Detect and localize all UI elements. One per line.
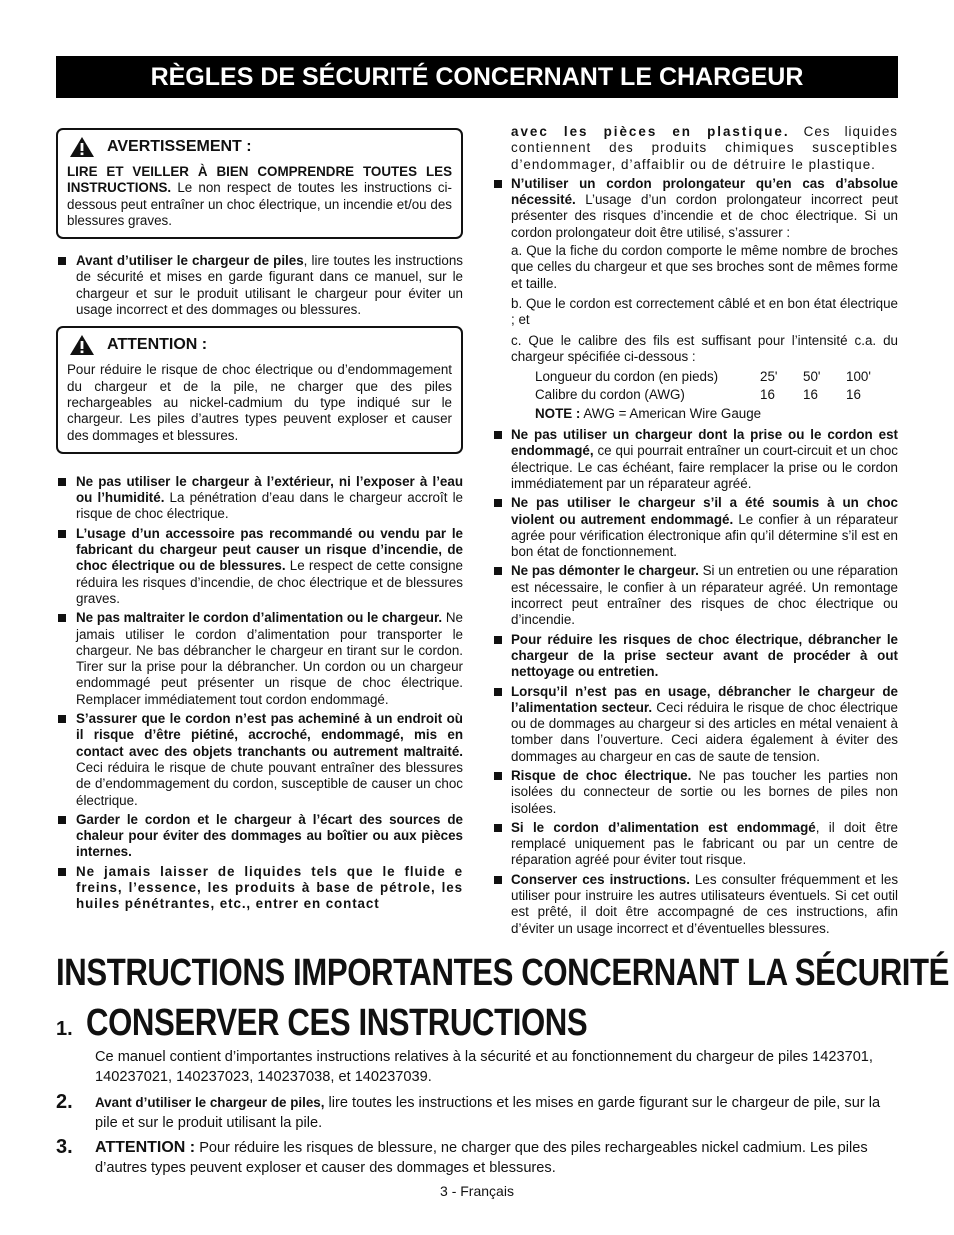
paragraph-3: ATTENTION : Pour réduire les risques de blessure, ne charger que des piles rechargeables nickel cadmium. Les piles d’autres types peuvent exploser et causer des dommages et blessures. xyxy=(95,1139,868,1176)
warning-heading xyxy=(69,136,452,158)
list-item-continued: avec les pièces en plastique. Ces liquides contiennent des produits chimiques susceptibles d’endommager, d’affaiblir ou de détruire le plastique. xyxy=(511,124,898,172)
left-column xyxy=(56,124,463,916)
list-item: Lorsqu’il n’est pas en usage, débrancher le chargeur de l’alimentation secteur. Ceci réduira le risque de choc électrique ou de dommages au chargeur si des articles en métal venaient à tomber dans l’ouverture. Ceci aidera également à éviter des dommages au chargeur en cas de saute de tension. xyxy=(492,684,898,765)
table-note: NOTE : AWG = American Wire Gauge xyxy=(535,405,762,421)
right-column xyxy=(492,124,898,940)
warning-triangle-icon xyxy=(69,334,95,356)
list-item: Conserver ces instructions. Les consulter fréquemment et les utiliser pour instruire les autres utilisateurs éventuels. Si cet outil est prêté, il doit être accompagné de ces instructions, afin d’éviter un usage incorrect et d’éventuelles blessures. xyxy=(492,872,898,937)
table-row: Calibre du cordon (AWG) 16 16 16 xyxy=(535,387,861,403)
list-item: Ne pas utiliser le chargeur s’il a été soumis à un choc violent ou autrement endommagé. Le confier à un réparateur agrée pour vérification électronique afin qu’il détermine s’il est en bon état de fonctionnement. xyxy=(492,495,898,560)
warning-triangle-icon xyxy=(69,136,95,158)
list-item: Pour réduire les risques de choc électrique, débrancher le chargeur de la prise secteur avant de procéder à out nettoyage ou entretien. xyxy=(492,632,898,681)
paragraph-2: Avant d’utiliser le chargeur de piles, lire toutes les instructions et les mises en garde figurant sur le chargeur de pile, sur la pile et sur le produit utilisant la pile. xyxy=(95,1095,881,1131)
item-number-3: 3. xyxy=(56,1136,73,1158)
list-item: Avant d’utiliser le chargeur de piles, lire toutes les instructions de sécurité et mises en garde figurant dans ce manuel, sur le chargeur et sur le produit utilisant le chargeur pour éviter un usage incorrect et des dommages ou blessures. xyxy=(56,253,463,318)
list-item: Risque de choc électrique. Ne pas toucher les parties non isolées du connecteur de sortie ou les bornes de piles non isolées. xyxy=(492,768,898,817)
attention-heading xyxy=(69,334,452,356)
warning-text: LIRE ET VEILLER À BIEN COMPRENDRE TOUTES LES INSTRUCTIONS. Le non respect de toutes les instructions ci-dessous peut entraîner un choc électrique, un incendie et/ou des blessures graves. xyxy=(67,164,452,228)
item-number-2: 2. xyxy=(56,1091,73,1113)
sub-item-b: b. Que le cordon est correctement câblé et en bon état électrique ; et xyxy=(511,295,898,328)
cord-gauge-table xyxy=(535,369,871,424)
list-item: Ne pas démonter le chargeur. Si un entretien ou une réparation est nécessaire, le confier à un réparateur agréé. Un remontage incorrect peut entraîner des risques de choc électrique ou d’incendie. xyxy=(492,563,898,628)
important-instructions-heading: INSTRUCTIONS IMPORTANTES CONCERNANT LA SÉCURITÉ xyxy=(56,952,950,994)
list-item: S’assurer que le cordon n’est pas acheminé à un endroit où il risque d’être piétiné, accroché, endommagé, mis en contact avec des objets tranchants ou autrement maltraité. Ceci réduira le risque de chute pouvant entraîner des blessures de d’endommagement du cordon, susceptible de causer un choc électrique. xyxy=(56,711,463,809)
sub-item-c: c. Que le calibre des fils est suffisant pour l’intensité c.a. du chargeur spécifiée ci-dessous : xyxy=(511,332,898,364)
list-item: Ne pas maltraiter le cordon d’alimentation ou le chargeur. Ne jamais utiliser le cordon d’alimentation pour transporter le chargeur. Ne bas débrancher le chargeur en tirant sur le cordon. Tirer sur la prise pour la débrancher. Un cordon ou un chargeur endommagé peut présenter un risque de choc électrique. Remplacer immédiatement tout cordon endommagé. xyxy=(56,610,463,708)
list-item: Ne pas utiliser le chargeur à l’extérieur, ni l’exposer à l’eau ou l’humidité. La pénétration d’eau dans le chargeur accroît le risque de choc électrique. xyxy=(56,474,463,523)
list-item: Ne jamais laisser de liquides tels que le fluide e freins, l’essence, les produits à base de pétrole, les huiles pénétrantes, etc., entrer en contact xyxy=(56,864,463,913)
attention-heading-text: ATTENTION : xyxy=(107,336,208,354)
page-footer: 3 - Français xyxy=(440,1183,514,1199)
attention-text: Pour réduire le risque de choc électrique ou d’endommagement du chargeur et de la pile, ne charger que des piles rechargeables au nickel-cadmium du type indiqué sur le chargeur. Les piles d’autres types peuvent exploser et causer des dommages et blessures. xyxy=(67,362,452,443)
list-item: Garder le cordon et le chargeur à l’écart des sources de chaleur pour éviter des dommages au boîtier ou aux pièces internes. xyxy=(56,812,463,861)
attention-box xyxy=(56,326,463,453)
list-item: N’utiliser un cordon prolongateur qu’en cas d’absolue nécessité. L’usage d’un cordon prolongateur incorrect peut présenter des risques d’incendie et de choc électrique. Si un cordon prolongateur doit être utilisé, s’assurer : a. Que la fiche du cordon comporte le même nombre de broches que celles du chargeur et que ses broches sont de mêmes forme et taille. b. Que le cordon est correctement câblé et en bon état électrique ; et c. Que le calibre des fils est suffisant pour l’intensité c.a. du chargeur spécifiée ci-dessous : Longueur du cordon (en pieds) 25' 50' 100' Calibre du cordon (AWG) 16 16 16 NOTE : AWG = American Wire Gauge xyxy=(492,176,898,424)
paragraph-1: Ce manuel contient d’importantes instructions relatives à la sécurité et au fonctionnement du chargeur de piles 1423701, 140237021, 140237023, 140237038, et 140237039. xyxy=(95,1049,873,1085)
warning-box xyxy=(56,128,463,239)
warning-heading-text: AVERTISSEMENT : xyxy=(107,137,252,155)
list-item: Ne pas utiliser un chargeur dont la prise ou le cordon est endommagé, ce qui pourrait entraîner un court-circuit et un choc électrique. Le cas échéant, faire remplacer la prise ou le cordon immédiatement par un réparateur agréé. xyxy=(492,427,898,492)
table-row: Longueur du cordon (en pieds) 25' 50' 100' xyxy=(535,369,871,385)
item-number-1: 1. xyxy=(56,1018,73,1040)
list-item: L’usage d’un accessoire pas recommandé ou vendu par le fabricant du chargeur peut causer un risque d’incendie, de choc électrique ou de blessures. Le respect de cette consigne réduira les risques d’incendie, de choc électrique et de blessures graves. xyxy=(56,526,463,607)
list-item: Si le cordon d’alimentation est endommagé, il doit être remplacé uniquement pas le fabricant ou par un centre de réparation agréé pour éviter tout risque. xyxy=(492,820,898,869)
keep-instructions-heading: CONSERVER CES INSTRUCTIONS xyxy=(86,1002,588,1044)
sub-item-a: a. Que la fiche du cordon comporte le même nombre de broches que celles du chargeur et que ses broches sont de mêmes forme et taille. xyxy=(511,243,898,291)
page-banner-title: RÈGLES DE SÉCURITÉ CONCERNANT LE CHARGEUR xyxy=(56,56,898,98)
